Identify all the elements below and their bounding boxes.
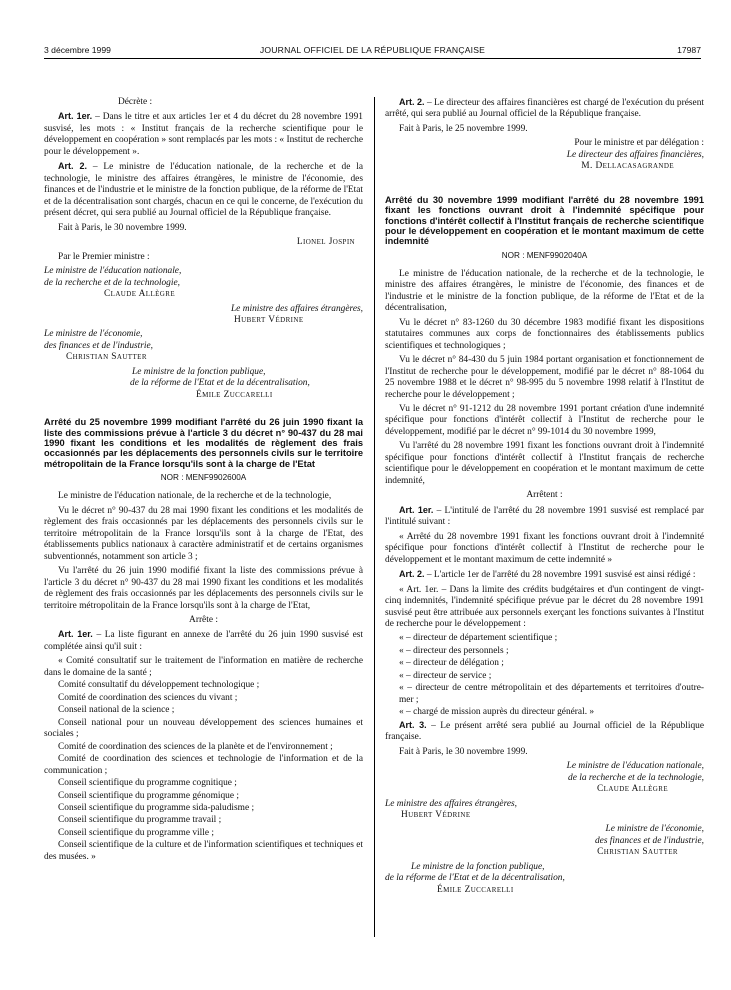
article-text: – L'intitulé de l'arrêté du 28 novembre 1991 susvisé est remplacé par l'intitulé suivant : [385, 505, 704, 528]
list-item: Conseil scientifique de la culture et de l'information scientifiques et techniques et des musées. » [44, 840, 363, 862]
signature-sautter: Christian Sautter [66, 352, 147, 363]
list-item: Conseil national de la science ; [58, 705, 175, 716]
article-label: Art. 1er. [399, 504, 434, 515]
fait-a-paris: Fait à Paris, le 25 novembre 1999. [399, 123, 528, 134]
fait-a-paris: Fait à Paris, le 30 novembre 1999. [399, 746, 528, 757]
visa-paragraph: Le ministre de l'éducation nationale, de la recherche et de la technologie, le ministre des affaires étrangères, le ministre de l'économie, des finances et de l'industrie et le ministre de la fonction publique, de la réforme de l'Etat et de la décentralisation, [385, 268, 704, 314]
decree-title: Arrêté du 25 novembre 1999 modifiant l'arrêté du 26 juin 1990 fixant la liste des commissions prévue à l'article 3 du décret n° 90-437 du 28 mai 1990 fixant les conditions et les modalités de règlement des frais occasionnés par les déplacements des personnels civils sur le territoire métropolitain de la France lorsqu'ils sont à la charge de l'Etat [44, 417, 363, 469]
nor-reference: NOR : MENF9902040A [501, 250, 588, 260]
article-label: Art. 2. [399, 569, 425, 580]
signature-allegre: Claude Allègre [597, 784, 668, 795]
article-text: – La liste figurant en annexe de l'arrêté du 26 juin 1990 susvisé est complétée ainsi qu'il suit : [44, 630, 363, 652]
header-date: 3 décembre 1999 [44, 45, 111, 55]
visa-paragraph: Vu le décret n° 84-430 du 5 juin 1984 portant organisation et fonctionnement de l'Institut de recherche pour le développement, modifié par le décret n° 88-1064 du 25 novembre 1988 et le décret n° 98-995 du 5 novembre 1998 relatif à l'Institut de recherche pour le développement ; [385, 355, 704, 400]
article-text: – Le présent arrêté sera publié au Journal officiel de la République française. [385, 720, 704, 743]
header-page-number: 17987 [677, 45, 701, 55]
visa-paragraph: Vu le décret n° 91-1212 du 28 novembre 1991 portant création d'une indemnité spécifique pour fonctions d'intérêt collectif à l'Institut de recherche pour le développement, modifié par le décret n° 99-1014 du 30 novembre 1999, [385, 404, 704, 437]
header-journal-title: JOURNAL OFFICIEL DE LA RÉPUBLIQUE FRANÇAISE [259, 45, 486, 55]
column-divider [374, 97, 375, 937]
minister-education-title-2: de la recherche et de la technologie, [44, 277, 180, 288]
list-item: Conseil scientifique du programme génomique ; [58, 790, 239, 801]
header-rule [44, 58, 701, 59]
par-premier-ministre: Par le Premier ministre : [58, 251, 150, 262]
list-item: Conseil scientifique du programme cognitique ; [58, 778, 237, 789]
arrete-article-3 [385, 720, 704, 744]
fait-a-paris: Fait à Paris, le 30 novembre 1999. [58, 222, 187, 233]
function-list [385, 633, 704, 718]
decree-article-1 [44, 111, 363, 158]
decree-article-2 [44, 161, 363, 219]
arrete-article-2b [385, 569, 704, 581]
list-item: Conseil national pour un nouveau développement des sciences humaines et sociales ; [44, 717, 363, 740]
list-item: « – directeur de délégation ; [399, 658, 504, 669]
arrete-article-1 [44, 629, 363, 653]
minister-economy-title: Le ministre de l'économie, [44, 329, 143, 340]
delegation-line: Pour le ministre et par délégation : [574, 138, 704, 149]
quoted-article: « Art. 1er. – Dans la limite des crédits budgétaires et d'un contingent de vingt-cinq indemnités, l'indemnité spécifique prévue par le décret du 28 novembre 1991 susvisé peut être attribuée aux personnels exerçant les fonctions suivantes à l'Institut de recherche pour le développement : [385, 584, 704, 629]
list-item: Comité de coordination des sciences et technologie de l'information et de la communication ; [44, 754, 363, 776]
list-item: Comité consultatif du développement technologique ; [58, 680, 260, 691]
list-item: « – directeur de centre métropolitain et des départements et territoires d'outre-mer ; [399, 683, 704, 705]
list-item: « Comité consultatif sur le traitement de l'information en matière de recherche dans le domaine de la santé ; [44, 656, 363, 678]
list-item: « – directeur des personnels ; [399, 645, 509, 656]
visa-paragraph: Vu l'arrêté du 26 juin 1990 modifié fixant la liste des commissions prévue à l'article 3 du décret n° 90-437 du 28 mai 1990 fixant les conditions et les modalités de règlement des frais occasionnés par les déplacements des personnels civils sur le territoire métropolitain de la France lorsqu'ils sont à la charge de l'Etat, [44, 566, 363, 611]
minister-economy-title-2: des finances et de l'industrie, [594, 835, 704, 846]
arrete-article-1 [385, 505, 704, 529]
list-item: Conseil scientifique du programme travail ; [58, 815, 222, 826]
signature-sautter: Christian Sautter [597, 847, 678, 858]
minister-fp-title-2: de la réforme de l'Etat et de la décentralisation, [385, 873, 565, 884]
nor-reference: NOR : MENF9902600A [160, 473, 247, 483]
article-text: – Le ministre de l'éducation nationale, de la recherche et de la technologie, le ministre des affaires étrangères, le ministre de l'économie, des finances et de l'industrie et le ministre de la fonction publique, de la réforme de l'Etat et de la décentralisation sont chargés, chacun en ce qui le concerne, de l'exécution du présent décret, qui sera publié au Journal officiel de la République française. [44, 162, 363, 219]
signature-zuccarelli: Émile Zuccarelli [196, 389, 273, 400]
article-text: – L'article 1er de l'arrêté du 28 novembre 1991 susvisé est ainsi rédigé : [424, 570, 696, 581]
minister-fp-title-2: de la réforme de l'Etat et de la décentralisation, [130, 378, 310, 389]
article-label: Art. 2. [399, 97, 425, 107]
minister-economy-title-2: des finances et de l'industrie, [44, 340, 154, 351]
article-label: Art. 2. [58, 161, 87, 172]
article-label: Art. 1er. [58, 111, 93, 122]
arrete-article-2 [385, 97, 704, 121]
minister-ae-title: Le ministre des affaires étrangères, [385, 798, 518, 809]
quoted-title: « Arrêté du 28 novembre 1991 fixant les fonctions ouvrant droit à l'indemnité spécifique pour fonctions d'intérêt collectif à l'Institut de recherche pour le développement et le montant maximum de cette indemnité » [385, 531, 704, 565]
decrete-heading: Décrète : [118, 97, 153, 107]
signature-vedrine: Hubert Védrine [234, 314, 304, 325]
list-item: Comité de coordination des sciences du vivant ; [58, 692, 238, 703]
list-item: Conseil scientifique du programme sida-paludisme ; [58, 803, 255, 813]
article-text: – Dans le titre et aux articles 1er et 4 du décret du 28 novembre 1991 susvisé, les mots : « Institut français de la recherche scientifique pour le développement en coopération » sont remplacés par les mots : « Institut de recherche pour le développement ». [44, 112, 363, 157]
article-label: Art. 3. [399, 719, 427, 730]
minister-economy-title: Le ministre de l'économie, [605, 824, 704, 835]
visa-paragraph: Vu l'arrêté du 28 novembre 1991 fixant les fonctions ouvrant droit à l'indemnité spécifique pour fonctions d'intérêt collectif à l'Institut français de recherche scientifique pour le développement en coopération et le montant maximum de cette indemnité, [385, 441, 704, 486]
list-item: Comité de coordination des sciences de la planète et de l'environnement ; [58, 741, 333, 752]
article-label: Art. 1er. [58, 629, 93, 640]
left-column [44, 97, 363, 864]
arrete-title: Arrêté du 30 novembre 1999 modifiant l'arrêté du 28 novembre 1991 fixant les fonctions ouvrant droit à l'indemnité spécifique pour fonctions d'intérêt collectif à l'Institut français de recherche scientifique pour le développement en coopération et le montant maximum de cette indemnité [385, 194, 704, 247]
commission-list [44, 656, 363, 863]
minister-fp-title: Le ministre de la fonction publique, [411, 861, 545, 872]
visa-paragraph: Vu le décret n° 83-1260 du 30 décembre 1983 modifié fixant les dispositions statutaires communes aux corps de fonctionnaires des établissements publics scientifiques et technologiques ; [385, 317, 704, 351]
signature-allegre: Claude Allègre [104, 289, 175, 300]
minister-education-title: Le ministre de l'éducation nationale, [566, 761, 704, 772]
minister-fp-title: Le ministre de la fonction publique, [132, 366, 266, 377]
list-item: Conseil scientifique du programme ville ; [58, 827, 214, 838]
signature-vedrine: Hubert Védrine [401, 810, 471, 820]
article-text: – Le directeur des affaires financières est chargé de l'exécution du présent arrêté, qui sera publié au Journal officiel de la République française. [385, 98, 704, 120]
visa-paragraph: Vu le décret n° 90-437 du 28 mai 1990 fixant les conditions et les modalités de règlement des frais occasionnés par les déplacements des personnels civils sur le territoire métropolitain de la France lorsqu'ils sont à la charge de l'Etat, des établissements publics nationaux à caractère administratif et de certains organismes subventionnés, notamment son article 3 ; [44, 505, 363, 562]
list-item: « – directeur de département scientifique ; [399, 633, 558, 644]
minister-ae-title: Le ministre des affaires étrangères, [230, 303, 363, 314]
list-item: « – directeur de service ; [399, 670, 492, 681]
signature-jospin: Lionel Jospin [296, 237, 355, 248]
signature-dellacasagrande: M. Dellacasagrande [581, 161, 674, 172]
page-header [44, 45, 701, 57]
signature-zuccarelli: Émile Zuccarelli [437, 884, 514, 895]
right-column [385, 97, 704, 899]
arrete-heading: Arrête : [189, 614, 218, 625]
minister-education-title: Le ministre de l'éducation nationale, [44, 266, 182, 277]
list-item: « – chargé de mission auprès du directeur général. » [399, 707, 595, 718]
directeur-title: Le directeur des affaires financières, [566, 149, 704, 160]
visa-paragraph: Le ministre de l'éducation nationale, de la recherche et de la technologie, [58, 491, 332, 502]
arretent-heading: Arrêtent : [526, 490, 563, 501]
minister-education-title-2: de la recherche et de la technologie, [568, 772, 704, 783]
